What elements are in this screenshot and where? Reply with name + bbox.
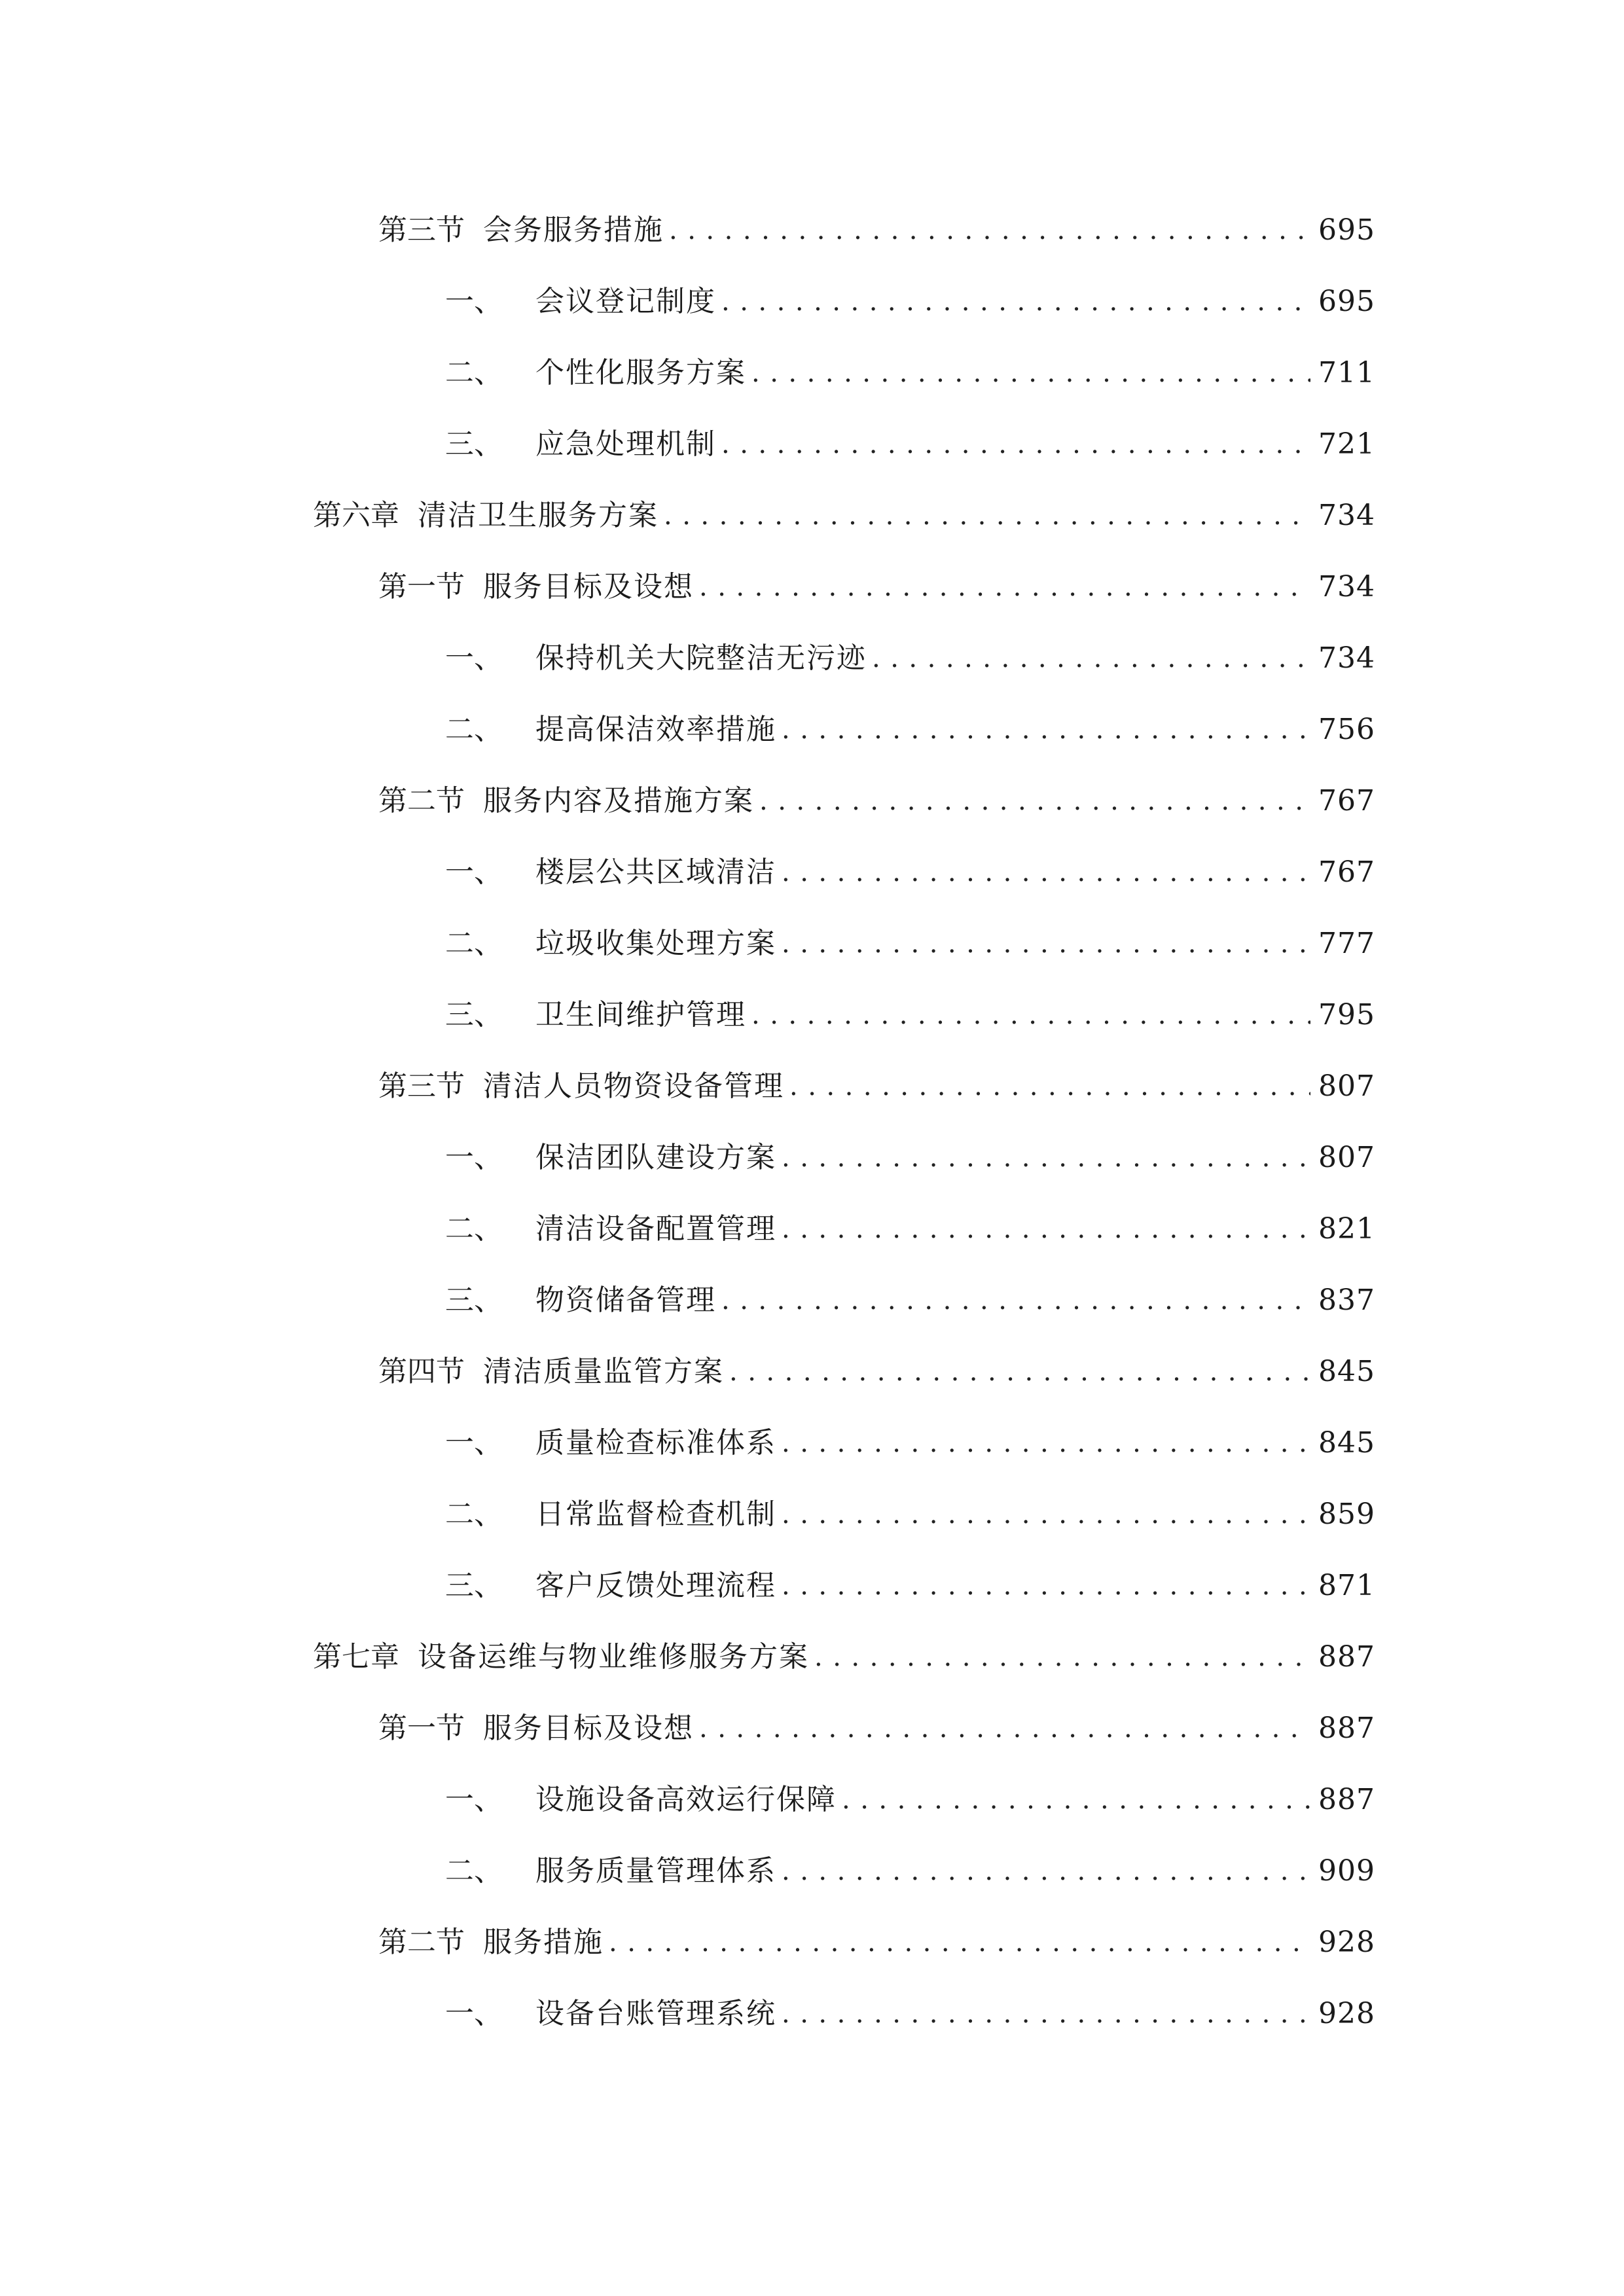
toc-entry-number: 一、: [445, 1141, 503, 1174]
toc-entry-number: 一、: [445, 641, 503, 675]
toc-entry-title: 卫生间维护管理: [535, 998, 746, 1031]
toc-entry-number: 二、: [445, 1498, 503, 1531]
toc-dot-leader: [782, 918, 1310, 970]
toc-entry[interactable]: [445, 1774, 1375, 1826]
toc-entry-title: 客户反馈处理流程: [535, 1569, 776, 1602]
toc-entry-number: 三、: [445, 998, 503, 1031]
toc-entry-title: 日常监督检查机制: [535, 1498, 776, 1531]
toc-entry-number: 第二节: [378, 784, 465, 817]
toc-entry-number: 第三节: [378, 213, 465, 247]
toc-dot-leader: [789, 1060, 1310, 1113]
toc-dot-leader: [782, 1488, 1310, 1541]
toc-entry-number: 第六章: [313, 499, 399, 532]
toc-entry-title: 垃圾收集处理方案: [535, 927, 776, 960]
toc-entry[interactable]: [445, 846, 1375, 899]
toc-entry-number: 一、: [445, 855, 503, 889]
toc-entry-number: 第一节: [378, 570, 465, 603]
toc-entry[interactable]: [445, 276, 1375, 328]
toc-entry-page: 887: [1318, 1640, 1375, 1674]
toc-entry-title: 设施设备高效运行保障: [535, 1783, 837, 1816]
toc-dot-leader: [721, 418, 1310, 471]
toc-entry-title: 清洁卫生服务方案: [418, 499, 659, 532]
toc-entry-number: 一、: [445, 1783, 503, 1816]
toc-entry[interactable]: [445, 1488, 1375, 1541]
toc-entry[interactable]: [445, 418, 1375, 471]
toc-entry-title: 设备台账管理系统: [535, 1997, 776, 2030]
toc-entry-number: 二、: [445, 713, 503, 746]
toc-dot-leader: [782, 1203, 1310, 1255]
toc-dot-leader: [782, 1560, 1310, 1612]
toc-entry-title: 服务措施: [483, 1926, 604, 1959]
toc-entry-title: 服务内容及措施方案: [483, 784, 754, 817]
toc-dot-leader: [782, 1417, 1310, 1469]
toc-dot-leader: [721, 1274, 1310, 1327]
toc-dot-leader: [664, 490, 1310, 542]
toc-entry-page: 711: [1318, 356, 1375, 389]
toc-dot-leader: [699, 1702, 1310, 1755]
toc-entry-title: 保持机关大院整洁无污迹: [535, 641, 867, 675]
toc-entry-page: 721: [1318, 427, 1375, 461]
toc-entry-title: 会议登记制度: [535, 285, 716, 318]
toc-entry-title: 提高保洁效率措施: [535, 713, 776, 746]
toc-entry-page: 871: [1318, 1569, 1375, 1602]
toc-entry-page: 734: [1318, 499, 1375, 532]
toc-entry-number: 一、: [445, 1997, 503, 2030]
toc-entry-number: 第四节: [378, 1355, 465, 1388]
toc-entry-page: 821: [1318, 1212, 1375, 1246]
toc-entry[interactable]: [378, 1346, 1375, 1398]
toc-entry-number: 二、: [445, 927, 503, 960]
toc-entry-page: 695: [1318, 285, 1375, 318]
toc-entry-title: 保洁团队建设方案: [535, 1141, 776, 1174]
toc-entry-page: 734: [1318, 641, 1375, 675]
toc-entry-page: 695: [1318, 213, 1375, 247]
toc-entry-page: 777: [1318, 927, 1375, 960]
toc-entry-page: 845: [1318, 1426, 1375, 1460]
toc-entry[interactable]: [445, 1845, 1375, 1897]
toc-entry-number: 三、: [445, 427, 503, 461]
toc-entry-page: 887: [1318, 1712, 1375, 1745]
toc-entry[interactable]: [378, 1702, 1375, 1755]
toc-entry-title: 物资储备管理: [535, 1283, 716, 1317]
toc-entry-title: 清洁人员物资设备管理: [483, 1069, 784, 1103]
toc-entry[interactable]: [445, 1560, 1375, 1612]
toc-entry[interactable]: [445, 989, 1375, 1041]
toc-entry[interactable]: [313, 490, 1375, 542]
toc-dot-leader: [729, 1346, 1310, 1398]
toc-entry[interactable]: [445, 1203, 1375, 1255]
toc-entry[interactable]: [445, 632, 1375, 685]
toc-entry-number: 一、: [445, 285, 503, 318]
toc-entry[interactable]: [378, 204, 1375, 257]
toc-entry-page: 734: [1318, 570, 1375, 603]
toc-entry[interactable]: [445, 347, 1375, 399]
toc-dot-leader: [759, 775, 1310, 827]
toc-entry-number: 第一节: [378, 1712, 465, 1745]
toc-entry-title: 个性化服务方案: [535, 356, 746, 389]
toc-entry[interactable]: [378, 775, 1375, 827]
toc-dot-leader: [609, 1916, 1310, 1969]
toc-entry-number: 二、: [445, 1212, 503, 1246]
toc-dot-leader: [814, 1631, 1310, 1683]
toc-entry-title: 应急处理机制: [535, 427, 716, 461]
toc-dot-leader: [669, 204, 1310, 257]
toc-entry-number: 三、: [445, 1569, 503, 1602]
toc-entry[interactable]: [445, 1988, 1375, 2040]
toc-entry-page: 807: [1318, 1141, 1375, 1174]
toc-entry-number: 第三节: [378, 1069, 465, 1103]
toc-entry[interactable]: [445, 1274, 1375, 1327]
toc-dot-leader: [721, 276, 1310, 328]
toc-entry-page: 859: [1318, 1498, 1375, 1531]
toc-entry[interactable]: [313, 1631, 1375, 1683]
toc-dot-leader: [782, 704, 1310, 756]
toc-entry-number: 第二节: [378, 1926, 465, 1959]
toc-entry-page: 909: [1318, 1854, 1375, 1888]
toc-entry-page: 756: [1318, 713, 1375, 746]
toc-entry-page: 845: [1318, 1355, 1375, 1388]
toc-entry-title: 设备运维与物业维修服务方案: [418, 1640, 809, 1674]
toc-entry[interactable]: [378, 1060, 1375, 1113]
toc-dot-leader: [782, 1132, 1310, 1184]
toc-entry-number: 三、: [445, 1283, 503, 1317]
toc-entry-title: 楼层公共区域清洁: [535, 855, 776, 889]
toc-entry-page: 767: [1318, 784, 1375, 817]
toc-entry-title: 服务质量管理体系: [535, 1854, 776, 1888]
toc-entry[interactable]: [378, 561, 1375, 613]
toc-entry-title: 清洁设备配置管理: [535, 1212, 776, 1246]
toc-entry-number: 二、: [445, 356, 503, 389]
toc-entry[interactable]: [445, 704, 1375, 756]
toc-entry-number: 第七章: [313, 1640, 399, 1674]
toc-entry-page: 767: [1318, 855, 1375, 889]
toc-dot-leader: [751, 989, 1310, 1041]
toc-entry[interactable]: [445, 1132, 1375, 1184]
toc-dot-leader: [782, 846, 1310, 899]
toc-entry[interactable]: [445, 918, 1375, 970]
toc-entry-page: 795: [1318, 998, 1375, 1031]
toc-dot-leader: [751, 347, 1310, 399]
toc-dot-leader: [842, 1774, 1310, 1826]
toc-entry-title: 服务目标及设想: [483, 1712, 694, 1745]
toc-entry-page: 837: [1318, 1283, 1375, 1317]
toc-dot-leader: [699, 561, 1310, 613]
toc-entry-page: 887: [1318, 1783, 1375, 1816]
toc-dot-leader: [782, 1845, 1310, 1897]
toc-entry-title: 质量检查标准体系: [535, 1426, 776, 1460]
toc-entry-title: 清洁质量监管方案: [483, 1355, 724, 1388]
toc-entry-number: 二、: [445, 1854, 503, 1888]
toc-entry-title: 服务目标及设想: [483, 570, 694, 603]
toc-dot-leader: [872, 632, 1310, 685]
toc-entry[interactable]: [378, 1916, 1375, 1969]
toc-entry-page: 928: [1318, 1926, 1375, 1959]
toc-entry[interactable]: [445, 1417, 1375, 1469]
toc-entry-page: 928: [1318, 1997, 1375, 2030]
toc-entry-title: 会务服务措施: [483, 213, 664, 247]
toc-dot-leader: [782, 1988, 1310, 2040]
toc-entry-page: 807: [1318, 1069, 1375, 1103]
toc-entry-number: 一、: [445, 1426, 503, 1460]
